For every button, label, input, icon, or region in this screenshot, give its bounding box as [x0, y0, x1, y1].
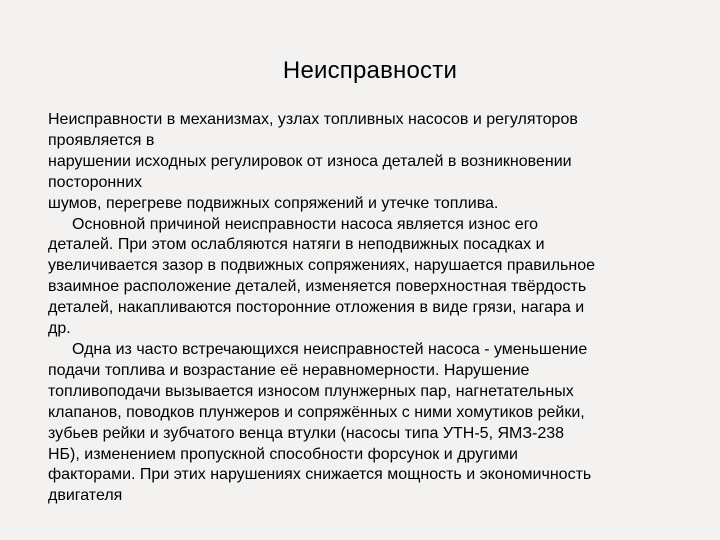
text-line: увеличивается зазор в подвижных сопряжениях, нарушается правильное	[48, 257, 596, 275]
text-line: нарушении исходных регулировок от износа деталей в возникновении	[48, 152, 572, 170]
text-line: двигателя	[48, 487, 123, 505]
slide-body-text	[48, 110, 688, 507]
slide-title: Неисправности	[282, 57, 458, 84]
text-line: НБ), изменением пропускной способности форсунок и другими	[48, 445, 518, 463]
text-line: деталей, накапливаются посторонние отложения в виде грязи, нагара и	[48, 299, 585, 317]
text-line: подачи топлива и возрастание её неравномерности. Нарушение	[48, 361, 530, 379]
text-line: Неисправности в механизмах, узлах топливных насосов и регуляторов	[48, 111, 578, 128]
text-line: взаимное расположение деталей, изменяется поверхностная твёрдость	[48, 278, 587, 296]
text-line: клапанов, поводков плунжеров и сопряжённых с ними хомутиков рейки,	[48, 403, 585, 421]
text-line: Основной причиной неисправности насоса является износ его	[72, 215, 539, 233]
text-line: зубьев рейки и зубчатого венца втулки (насосы типа УТН-5, ЯМЗ-238	[48, 424, 565, 442]
text-line: Одна из часто встречающихся неисправностей насоса - уменьшение	[72, 340, 588, 358]
text-line: др.	[48, 320, 71, 338]
text-line: посторонних	[48, 173, 143, 191]
text-line: шумов, перегреве подвижных сопряжений и утечке топлива.	[48, 194, 499, 212]
text-line: проявляется в	[48, 131, 155, 149]
text-line: факторами. При этих нарушениях снижается мощность и экономичность	[48, 466, 592, 484]
text-line: топливоподачи вызывается износом плунжерных пар, нагнетательных	[48, 382, 574, 400]
text-line: деталей. При этом ослабляются натяги в неподвижных посадках и	[48, 236, 545, 254]
